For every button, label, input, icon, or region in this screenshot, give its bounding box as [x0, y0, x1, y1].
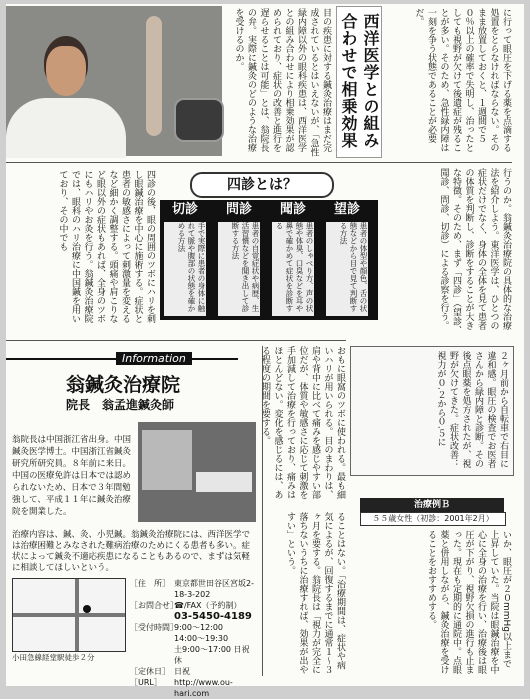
- address-value: ☎/FAX（予約制）: [174, 601, 242, 610]
- info-body: 翁院長は中国浙江省出身。中国鍼灸医学博士。中国浙江省鍼灸研究所研究員。８年前に来日。中国の医療免許は日本では認められないため、日本で３年間勉強して、平成１１年に鍼灸治療院を開業した。: [12, 435, 132, 517]
- shin-table: [160, 200, 378, 320]
- map-road: [13, 613, 125, 617]
- location-map: [12, 578, 126, 652]
- clinic-url-link[interactable]: http://www.ou-hari.com: [174, 678, 233, 698]
- address-key: ［URL］: [130, 678, 162, 687]
- shin-label: 問診: [219, 202, 259, 218]
- info-note: 治療内容は、鍼、灸、小児鍼。翁鍼灸治療院には、西洋医学では治療困難とみなされた難病治療のためにくる患者も多い。症状によって鍼灸不適応疾患になることもあるので、まずは気軽に相談してほしいという。: [12, 530, 251, 573]
- photo-bed: [196, 472, 252, 492]
- bottom-right-text: いか、眼圧が２０mmHg以上まで上昇していた。当院は眼鍼治療を中心に全身の治療を行い、治療後は眼圧が下がり、視野欠損の進行も止まった。現在も定期的に通院中。点眼薬と併用しながら、鍼灸治療を受けることをおすすめする。: [426, 530, 511, 674]
- address-value: 東京都世田谷区宮坂2-18-3-202: [174, 579, 254, 599]
- shin-title: 四診とは？: [190, 172, 334, 198]
- address-key: ［受付時間］: [130, 623, 178, 632]
- info-header: [6, 352, 238, 422]
- address-key: [130, 611, 174, 622]
- clinic-director: 院長 翁孟進鍼灸師: [66, 398, 175, 412]
- shin-label: 望診: [327, 202, 367, 218]
- address-row: [130, 644, 256, 666]
- bottom-middle-text-2: ることはない。「治療期間は、症状や病気によるが、回復するまでに通常１〜３ヶ月を要する。翁院長は「視力が完全に落ちないうちに治療すれば、効果が出やすい」という。: [285, 512, 345, 674]
- doctor-photo: [6, 6, 222, 156]
- photo-window: [142, 430, 192, 490]
- right-column-text: 行うのか。翁鍼灸治療院の具体的な治療法を紹介しよう。東洋医学は、ひとつの症状だけでなく、身体の全体を見て患者の体質を判断し、診断をすることが大きな特徴。そのため、まず「四診」（望診、聞診、問診、切診）による診察を行う。: [438, 168, 511, 335]
- address-table: [130, 578, 256, 699]
- address-value: 9:00〜12:00 14:00〜19:30: [174, 623, 229, 643]
- info-tag: Information: [116, 352, 192, 365]
- page-title: 西洋医学との組み合わせで相乗効果: [339, 13, 380, 149]
- address-row: [130, 677, 256, 699]
- address-value: 日祝: [174, 667, 190, 676]
- case-box-text: ２ヶ月前から自転車で右目に違和感。眼圧の検査でお医者さんから緑内障と診断。その後点眼薬を処方されたが、視野が欠けてきた。症状改善：視力が０.２から０.５に: [435, 351, 508, 468]
- title-box: [336, 6, 382, 158]
- glass-jar: [174, 98, 224, 142]
- shin-label: 切診: [165, 202, 205, 218]
- shin-label: 聞診: [273, 202, 313, 218]
- address-row: [130, 611, 256, 622]
- case-banner: 治療例Ｂ: [360, 498, 504, 512]
- top-middle-text: 目の疾患に対する鍼灸治療はまだ完成されているとはいえないが、「急性緑内障以外の眼科疾患は、西洋医学との組み合わせにより相乗効果が認められており、症状の改善と進行を遅らせることは可能」とは、翁院長の弁。実際に鍼灸のどのような治療を受けるのか。: [233, 8, 331, 157]
- address-row: [130, 666, 256, 677]
- phone-number[interactable]: 03-5450-4189: [174, 611, 252, 622]
- address-key: ［定休日］: [130, 667, 170, 676]
- address-row: [130, 578, 256, 600]
- photo-shirt: [6, 98, 126, 158]
- top-right-text: に行って眼圧を下げる薬を点滴する処置をとらなければならない。そのまま放置しておくと、１週間で５０％以上の確率で失明し、治ったとしても視野が欠けて後遺症が残ることが多い。そのため、急性緑内障は一刻を争う状態であることが必要だ。: [413, 8, 511, 152]
- address-row: [130, 600, 256, 611]
- address-key: ［住 所］: [130, 579, 170, 588]
- shin-desc: 手で実際に患者の身体に触れて脈や腹部の状態を確かめる方法: [164, 222, 206, 316]
- address-row: [130, 622, 256, 644]
- left-middle-text: 四診の後、眼の周囲のツボにハリを刺し眼鍼治療を中心に施術する。症状と患者の敏感さによって刺激量を変えるなど細かく調整する。頭痛や肩こりなど眼以外の症状もあれば、全身のツボにもハリやお灸を行う。翁鍼灸治療院では、眼科のハリ治療に中国鍼を用いており、その中でも: [57, 170, 155, 323]
- shin-desc: 患者のしゃべり方、声の状態や体臭、口臭などを耳や鼻で確かめて症状を診断する: [272, 222, 314, 316]
- map-pin-icon: [83, 605, 91, 613]
- address-key: [130, 644, 174, 666]
- acupuncture-figure: [146, 16, 162, 136]
- shin-desc: 患者の自覚症状や病歴、生活習慣などを聞き出して診断する方法: [218, 222, 260, 316]
- bottom-middle-text: おもに眼窩のツボに使われる。最も細いハリが用いられる。目のまわりは、肩や背中に比べて痛みを感じやすい部位だが、体質や敏感さに応じて刺激を手加減して治療を行っており、痛みはほとんどない。変化を感じるには、ある程度の期間を要する。: [260, 346, 345, 499]
- map-road: [75, 579, 79, 651]
- shin-item: [214, 200, 264, 320]
- map-caption: 小田急線経堂駅徒歩２分: [12, 653, 95, 662]
- photo-face: [46, 46, 86, 96]
- shin-item: [160, 200, 210, 320]
- clinic-photo: [138, 422, 256, 522]
- shin-item: [322, 200, 372, 320]
- shin-desc: 患者の体型や顔色、舌の状態などから目で見て判断する方法: [326, 222, 368, 316]
- address-value: 土9:00〜17:00 日祝休: [174, 645, 250, 665]
- shin-item: [268, 200, 318, 320]
- case-subtitle: ５５歳女性（初診：2001年2月）: [360, 512, 506, 526]
- address-key: ［お問合せ］: [130, 601, 178, 610]
- clinic-name: 翁鍼灸治療院: [66, 374, 181, 396]
- divider: [6, 162, 512, 163]
- divider: [6, 340, 346, 341]
- case-box: [350, 346, 514, 476]
